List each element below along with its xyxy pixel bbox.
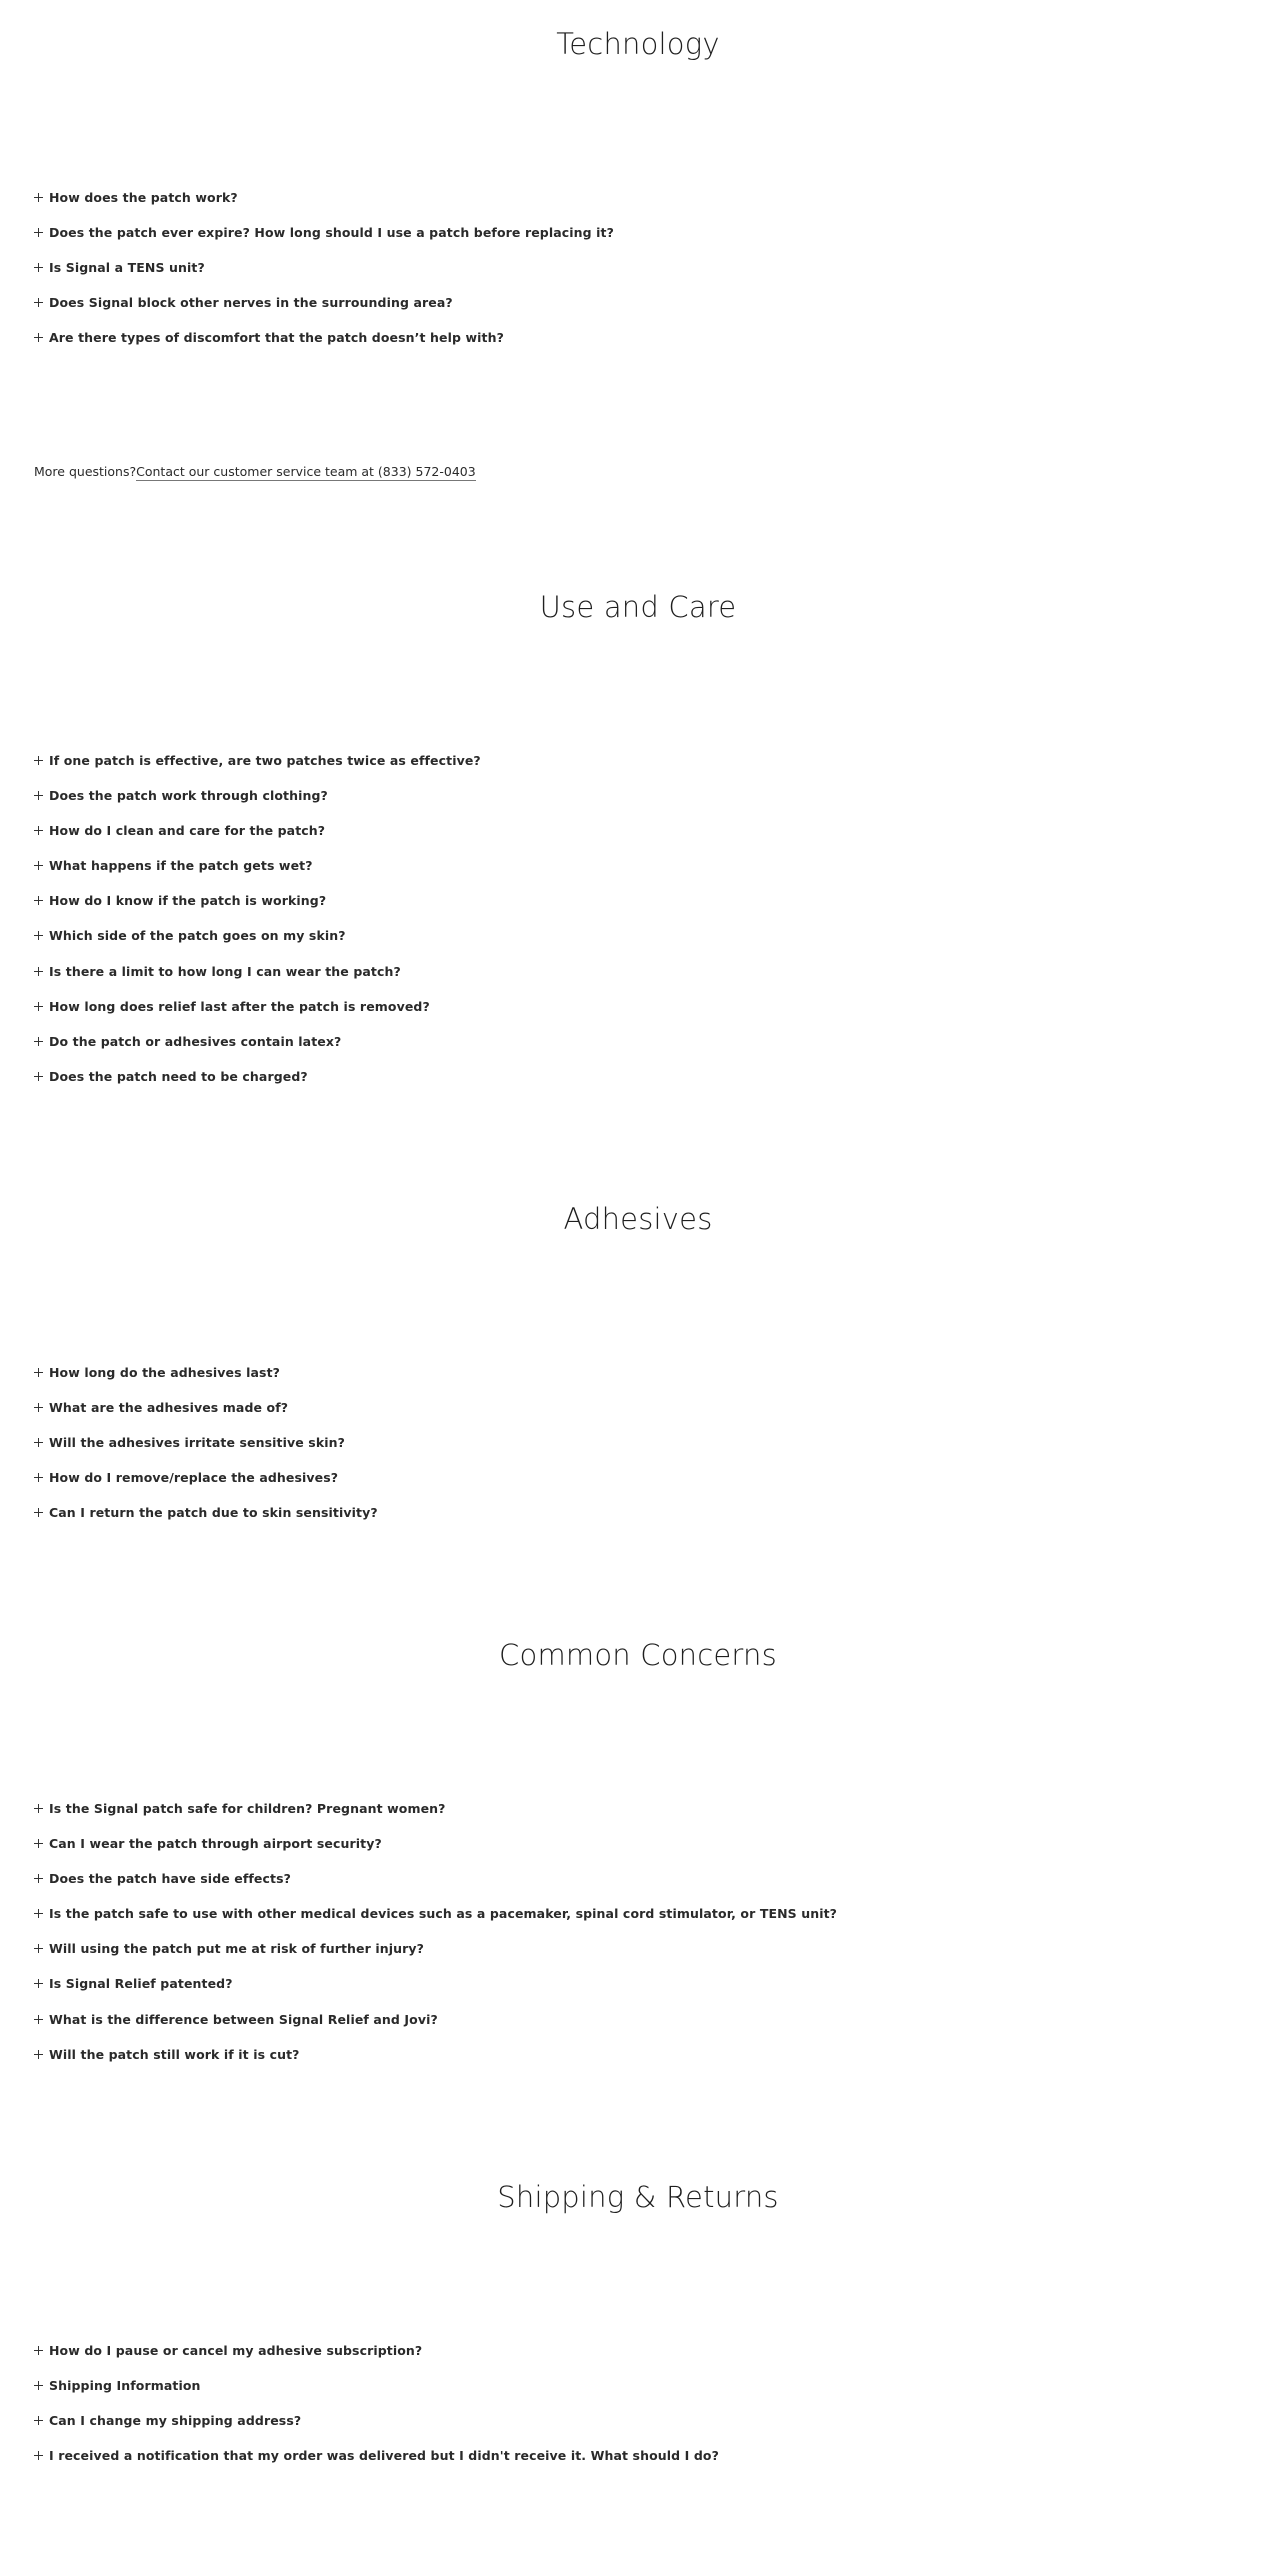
plus-icon[interactable]	[34, 896, 43, 905]
faq-list-adhesives	[34, 1363, 1234, 1539]
plus-icon[interactable]	[34, 861, 43, 870]
faq-question[interactable]: Does Signal block other nerves in the surrounding area?	[49, 295, 453, 311]
faq-item[interactable]	[34, 1799, 1234, 1817]
faq-item[interactable]	[34, 188, 1234, 206]
plus-icon[interactable]	[34, 1037, 43, 1046]
faq-question[interactable]: Will the adhesives irritate sensitive skin?	[49, 1434, 345, 1450]
plus-icon[interactable]	[34, 2381, 43, 2390]
plus-icon[interactable]	[34, 193, 43, 202]
plus-icon[interactable]	[34, 2416, 43, 2425]
faq-question[interactable]: Does the patch work through clothing?	[49, 787, 328, 803]
faq-item[interactable]	[34, 1504, 1234, 1522]
faq-item[interactable]	[34, 1433, 1234, 1451]
faq-item[interactable]	[34, 2045, 1234, 2063]
faq-question[interactable]: Is Signal a TENS unit?	[49, 259, 205, 275]
faq-question[interactable]: How long do the adhesives last?	[49, 1364, 280, 1380]
plus-icon[interactable]	[34, 1438, 43, 1447]
faq-question[interactable]: Can I return the patch due to skin sensitivity?	[49, 1505, 378, 1521]
faq-question[interactable]: Can I wear the patch through airport security?	[49, 1835, 382, 1851]
faq-item[interactable]	[34, 1869, 1234, 1887]
section-title-technology: Technology	[556, 27, 720, 61]
faq-question[interactable]: Is the Signal patch safe for children? Pregnant women?	[49, 1800, 446, 1816]
faq-item[interactable]	[34, 1905, 1234, 1923]
faq-question[interactable]: I received a notification that my order was delivered but I didn't receive it. What should I do?	[49, 2448, 719, 2464]
plus-icon[interactable]	[34, 228, 43, 237]
faq-question[interactable]: Do the patch or adhesives contain latex?	[49, 1034, 342, 1049]
faq-item[interactable]	[34, 294, 1234, 312]
plus-icon[interactable]	[34, 1403, 43, 1412]
faq-item[interactable]	[34, 1068, 1234, 1086]
section-title-adhesives: Adhesives	[563, 1202, 713, 1236]
plus-icon[interactable]	[34, 1804, 43, 1813]
faq-question[interactable]: How does the patch work?	[49, 189, 238, 205]
faq-question[interactable]: How do I pause or cancel my adhesive subscription?	[49, 2342, 423, 2358]
faq-item[interactable]	[34, 2411, 1234, 2429]
more-questions-prefix: More questions?	[34, 464, 137, 479]
faq-item[interactable]	[34, 1940, 1234, 1958]
faq-question[interactable]: How do I clean and care for the patch?	[49, 822, 326, 838]
faq-question[interactable]: Can I change my shipping address?	[49, 2412, 302, 2428]
faq-item[interactable]	[34, 927, 1234, 945]
faq-list-technology	[34, 188, 1234, 364]
section-title-shipping-returns: Shipping & Returns	[497, 2180, 779, 2214]
faq-item[interactable]	[34, 2376, 1234, 2394]
faq-question[interactable]: Is there a limit to how long I can wear the patch?	[49, 963, 401, 979]
plus-icon[interactable]	[34, 1508, 43, 1517]
plus-icon[interactable]	[34, 1874, 43, 1883]
faq-item[interactable]	[34, 857, 1234, 875]
plus-icon[interactable]	[34, 2015, 43, 2024]
faq-item[interactable]	[34, 1469, 1234, 1487]
plus-icon[interactable]	[34, 1002, 43, 1011]
faq-question[interactable]: If one patch is effective, are two patches twice as effective?	[49, 752, 481, 768]
faq-question[interactable]: Which side of the patch goes on my skin?	[49, 928, 346, 944]
faq-item[interactable]	[34, 786, 1234, 804]
faq-question[interactable]: Does the patch ever expire? How long should I use a patch before replacing it?	[49, 224, 614, 240]
faq-question[interactable]: How do I know if the patch is working?	[49, 893, 327, 909]
plus-icon[interactable]	[34, 1839, 43, 1848]
plus-icon[interactable]	[34, 1473, 43, 1482]
plus-icon[interactable]	[34, 1368, 43, 1377]
faq-question[interactable]: What is the difference between Signal Relief and Jovi?	[49, 2011, 438, 2027]
plus-icon[interactable]	[34, 1072, 43, 1081]
faq-list-use-and-care	[34, 751, 1234, 1103]
plus-icon[interactable]	[34, 1944, 43, 1953]
faq-question[interactable]: Are there types of discomfort that the patch doesn’t help with?	[49, 330, 504, 346]
faq-item[interactable]	[34, 892, 1234, 910]
faq-item[interactable]	[34, 223, 1234, 241]
more-questions	[34, 464, 476, 479]
faq-question[interactable]: Is the patch safe to use with other medical devices such as a pacemaker, spinal cord stimulator, or TENS unit?	[49, 1906, 838, 1922]
plus-icon[interactable]	[34, 1979, 43, 1988]
plus-icon[interactable]	[34, 1909, 43, 1918]
contact-link[interactable]: Contact our customer service team at (833) 572-0403	[136, 464, 476, 479]
plus-icon[interactable]	[34, 2050, 43, 2059]
faq-item[interactable]	[34, 821, 1234, 839]
plus-icon[interactable]	[34, 263, 43, 272]
faq-item[interactable]	[34, 1363, 1234, 1381]
faq-question[interactable]: How do I remove/replace the adhesives?	[49, 1470, 339, 1486]
faq-item[interactable]	[34, 1033, 1234, 1051]
plus-icon[interactable]	[34, 333, 43, 342]
faq-item[interactable]	[34, 751, 1234, 769]
section-title-common-concerns: Common Concerns	[499, 1638, 777, 1672]
faq-question[interactable]: Does the patch need to be charged?	[49, 1069, 308, 1085]
plus-icon[interactable]	[34, 756, 43, 765]
section-title-use-and-care: Use and Care	[539, 590, 737, 624]
faq-item[interactable]	[34, 2010, 1234, 2028]
faq-item[interactable]	[34, 2447, 1234, 2465]
plus-icon[interactable]	[34, 931, 43, 940]
plus-icon[interactable]	[34, 826, 43, 835]
plus-icon[interactable]	[34, 967, 43, 976]
faq-list-common-concerns	[34, 1799, 1234, 2081]
faq-list-shipping-returns	[34, 2341, 1234, 2482]
plus-icon[interactable]	[34, 791, 43, 800]
faq-question[interactable]: What are the adhesives made of?	[49, 1399, 289, 1415]
plus-icon[interactable]	[34, 2451, 43, 2460]
faq-item[interactable]	[34, 997, 1234, 1015]
faq-question[interactable]: Does the patch have side effects?	[49, 1870, 291, 1886]
plus-icon[interactable]	[34, 298, 43, 307]
faq-question[interactable]: Will using the patch put me at risk of further injury?	[49, 1941, 424, 1957]
faq-item[interactable]	[34, 258, 1234, 276]
faq-item[interactable]	[34, 1975, 1234, 1993]
faq-question[interactable]: Shipping Information	[49, 2377, 201, 2393]
faq-question[interactable]: Is Signal Relief patented?	[49, 1976, 233, 1992]
faq-item[interactable]	[34, 1834, 1234, 1852]
plus-icon[interactable]	[34, 2346, 43, 2355]
faq-item[interactable]	[34, 329, 1234, 347]
faq-item[interactable]	[34, 2341, 1234, 2359]
faq-question[interactable]: How long does relief last after the patch is removed?	[49, 998, 430, 1014]
faq-question[interactable]: What happens if the patch gets wet?	[49, 858, 313, 874]
faq-item[interactable]	[34, 1398, 1234, 1416]
faq-question[interactable]: Will the patch still work if it is cut?	[49, 2046, 300, 2062]
faq-item[interactable]	[34, 962, 1234, 980]
